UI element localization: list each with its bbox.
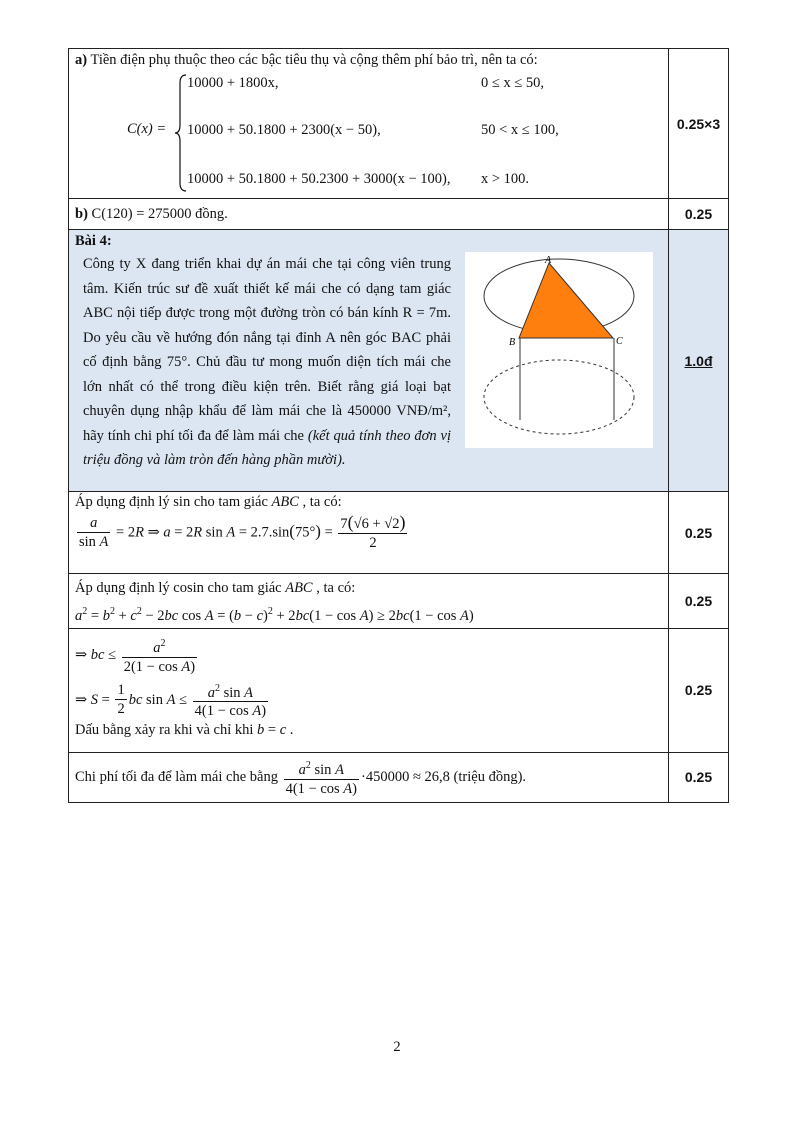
vertex-c-label: C bbox=[616, 336, 623, 347]
row-a-intro: a) Tiền điện phụ thuộc theo các bậc tiêu thụ và cộng thêm phí bảo trì, nên ta có: bbox=[75, 52, 538, 68]
case-2-cond: 50 < x ≤ 100, bbox=[481, 122, 559, 138]
problem-4-title: Bài 4: bbox=[75, 233, 112, 249]
row-a-content bbox=[69, 49, 669, 199]
step-4-score: 0.25 bbox=[669, 752, 729, 802]
vertex-b-label: B bbox=[509, 337, 516, 348]
row-a-score: 0.25×3 bbox=[669, 49, 729, 199]
case-3-cond: x > 100. bbox=[481, 171, 530, 187]
roof-figure-svg bbox=[465, 252, 653, 448]
vertex-a-label: A bbox=[545, 255, 552, 266]
piecewise-function-name: C(x) = bbox=[127, 121, 167, 137]
step-2-formula: $a^2 = b^2 + c^2 - 2bc$ $\cos A = (b - c)^2 + 2bc(1 - \cos A) \ge 2bc(1 - \cos A)$ bbox=[75, 606, 474, 624]
problem-4-score-value: 1.0đ bbox=[684, 352, 713, 369]
roof-triangle bbox=[519, 263, 613, 338]
roof-figure bbox=[465, 252, 653, 448]
step-4-content: Chi phí tối đa để làm mái che bằng $\frac{a^2 \sin A}{\text{4(1 − cos A)}}$ ·450000 ≈ 26,8 (triệu đồng). bbox=[69, 752, 669, 802]
case-1-expr: 10000 + 1800x, bbox=[187, 75, 279, 91]
step-1-text: Áp dụng định lý sin cho tam giác ABC , ta có: bbox=[75, 494, 342, 510]
case-3-expr: 10000 + 50.1800 + 50.2300 + 3000(x − 100), bbox=[187, 171, 451, 187]
row-step-3 bbox=[69, 628, 729, 752]
problem-4-note: (kết quả tính theo đơn vị triệu đồng và làm tròn đến hàng phần mười). bbox=[83, 427, 452, 468]
row-step-2 bbox=[69, 574, 729, 629]
row-b-score: 0.25 bbox=[669, 199, 729, 230]
page-number: 2 bbox=[393, 1039, 401, 1055]
row-b-text: C(120) = 275000 đồng. bbox=[91, 205, 228, 222]
row-b-label: b) bbox=[75, 205, 88, 222]
step-1-content bbox=[69, 492, 669, 574]
step-4-fraction: $\frac{a^2 \sin A}{\text{4(1 − cos A)}}$ bbox=[284, 757, 359, 798]
case-2-expr: 10000 + 50.1800 + 2300(x − 50), bbox=[187, 122, 381, 138]
step-3-line-1: ⇒ bc ≤ $\frac{a^2}{\text{2(1 − cos A)}}$ bbox=[75, 635, 668, 676]
row-b bbox=[69, 199, 729, 230]
step-4-unit: (triệu đồng). bbox=[453, 768, 527, 785]
step-3-content bbox=[69, 628, 669, 752]
problem-4-paragraph: Công ty X đang triển khai dự án mái che tại công viên trung tâm. Kiến trúc sư đề xuất thiết kế mái che có dạng tam giác ABC nội tiếp được trong một đường tròn có bán kính R = 7m. Do yêu cầu về hướng đón nắng tại đỉnh A nên góc BAC phải cố định bằng 75°. Chủ đầu tư mong muốn diện tích mái che lớn nhất có thể trong điều kiện trên. Biết rằng giá loại bạt chuyên dụng nhập khẩu để làm mái che là 450000 VNĐ/m², hãy tính chi phí tối đa để làm mái che bbox=[83, 256, 451, 444]
step-2-score: 0.25 bbox=[669, 574, 729, 629]
step-3-text: Dấu bằng xảy ra khi và chỉ khi b = c . bbox=[75, 722, 294, 739]
step-1-score: 0.25 bbox=[669, 492, 729, 574]
step-2-text: Áp dụng định lý cosin cho tam giác ABC , ta có: bbox=[75, 580, 356, 596]
problem-4-statement bbox=[83, 252, 451, 473]
row-a bbox=[69, 49, 729, 199]
step-3-score: 0.25 bbox=[669, 628, 729, 752]
step-1-formula: $\frac{a}{\text{sin A}}$ = 2R ⇒ a = 2R sin A = 2.7.sin(75°) = $\frac{7(√6 + √2)}{2}$ bbox=[79, 512, 406, 551]
row-step-4 bbox=[69, 752, 729, 802]
row-a-intro-text: Tiền điện phụ thuộc theo các bậc tiêu thụ và cộng thêm phí bảo trì, nên ta có: bbox=[90, 52, 538, 68]
problem-4-content bbox=[69, 230, 669, 492]
row-b-content bbox=[69, 199, 669, 230]
step-3-line-2: ⇒ S = $\frac{1}{2}$ bc sin A ≤ $\frac{a^2 \sin A}{\text{4(1 − cos A)}}$ bbox=[75, 680, 668, 721]
row-problem-4 bbox=[69, 230, 729, 492]
problem-4-score bbox=[669, 230, 729, 492]
step-2-content bbox=[69, 574, 669, 629]
step-4-text: Chi phí tối đa để làm mái che bằng bbox=[75, 768, 278, 785]
case-1-cond: 0 ≤ x ≤ 50, bbox=[481, 75, 545, 91]
solution-table bbox=[68, 48, 729, 803]
piecewise-brace bbox=[174, 73, 188, 193]
row-step-1 bbox=[69, 492, 729, 574]
